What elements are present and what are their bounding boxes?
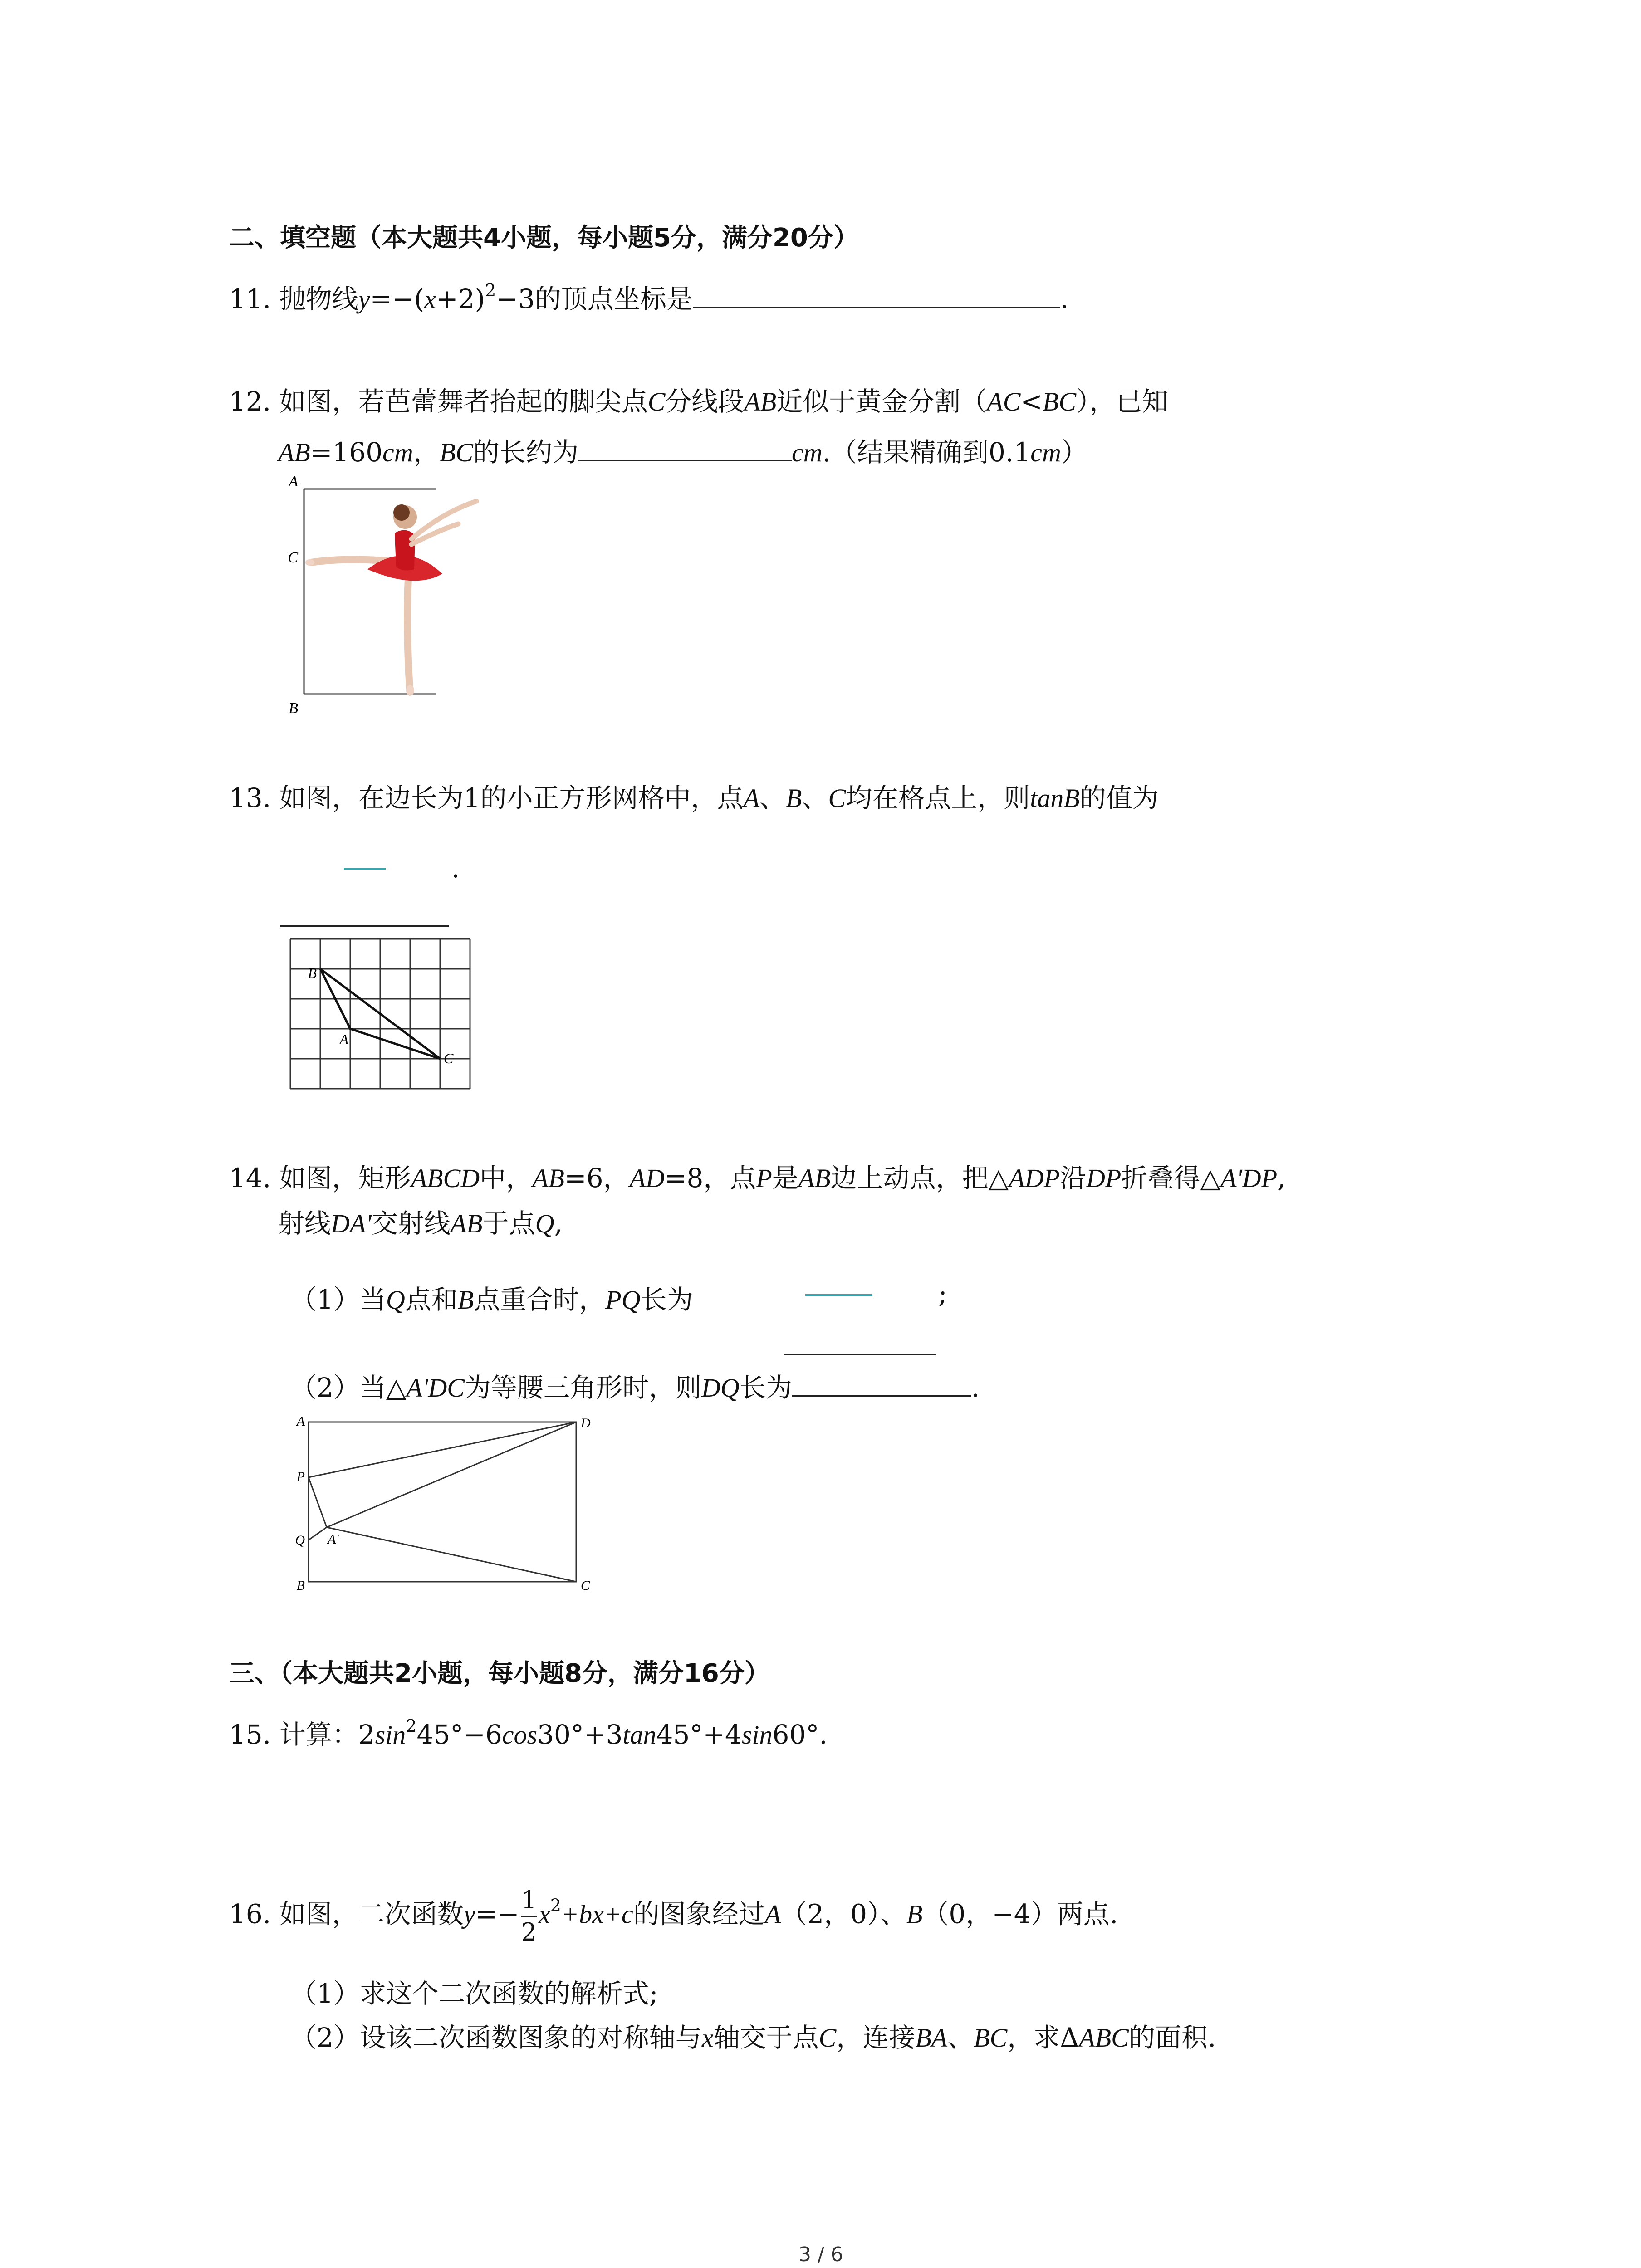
q14-part1-text: 点和 (405, 1284, 458, 1315)
q14-var-abcd: ABCD (411, 1163, 480, 1193)
q14-var-adp: ADP (1009, 1163, 1060, 1193)
q12-var-c: C (647, 387, 666, 416)
q13-text: 均在格点上，则 (846, 782, 1030, 813)
q11-eq3: −3 (496, 284, 535, 314)
q14-label-a-prime: A' (328, 1532, 339, 1547)
q14-label-b: B (296, 1578, 305, 1593)
q12-ballerina-figure (279, 476, 524, 721)
q14-text: 中， (480, 1163, 533, 1193)
q15-term: 60°. (772, 1719, 828, 1750)
q14-var-ab: AB (450, 1209, 483, 1238)
q14-text: 如图，矩形 (279, 1163, 411, 1193)
q11-text-end: 的顶点坐标是 (534, 284, 693, 314)
q13-text: 如图，在边长为1的小正方形网格中，点 (279, 782, 744, 813)
q16-text: （0，−4）两点. (922, 1898, 1118, 1930)
q14-text: 是 (772, 1163, 798, 1193)
q16-part2-text: （2）设该二次函数图象的对称轴与 (290, 2022, 702, 2053)
question-11 (229, 278, 1068, 316)
q15-func-cos: cos (502, 1720, 538, 1750)
q12-label-a: A (289, 476, 298, 490)
q16-var-c: C (818, 2023, 837, 2053)
q14-part1-answer-blank[interactable] (784, 1354, 936, 1355)
q13-label-a: A (339, 1031, 348, 1047)
q12-unit: cm (382, 438, 413, 467)
q14-text: =8，点 (664, 1163, 756, 1193)
q14-text: 沿 (1060, 1163, 1087, 1193)
q12-unit: cm (791, 438, 823, 467)
q13-label-c: C (444, 1050, 454, 1066)
q12-var-ac: AC (987, 387, 1021, 416)
q14-var-da-prime: DA' (331, 1209, 372, 1238)
q16-text: （2，0）、 (781, 1898, 906, 1930)
q14-var-pq: PQ (605, 1285, 641, 1315)
q12-answer-blank[interactable] (578, 459, 792, 461)
q16-part-2 (290, 2016, 1216, 2054)
q12-var-ab: AB (278, 438, 310, 467)
q12-text: 如图，若芭蕾舞者抬起的脚尖点 (279, 386, 648, 417)
q13-label-b: B (308, 965, 317, 981)
q13-answer-blank[interactable] (280, 925, 449, 927)
q16-point-b: B (906, 1899, 923, 1929)
q14-part-1 (290, 1278, 693, 1316)
q14-number: 14. (229, 1163, 271, 1193)
q14-part1-semicolon: ; (938, 1278, 947, 1309)
q13-var-b: B (786, 783, 802, 813)
q13-var-c: C (828, 783, 846, 813)
q15-func-tan: tan (622, 1720, 656, 1750)
q13-period: . (451, 853, 460, 884)
q14-text: 折叠得△ (1121, 1163, 1220, 1193)
q14-text: =6， (564, 1163, 630, 1193)
q12-text: 的长约为 (473, 437, 578, 468)
q14-var-q: Q (386, 1285, 405, 1315)
q12-var-ab: AB (744, 387, 777, 416)
q16-part2-text: 、 (947, 2022, 974, 2053)
q12-var-bc: BC (439, 438, 473, 467)
q15-term: 30°+3 (537, 1719, 623, 1750)
q12-text: 分线段 (665, 386, 745, 417)
q13-number: 13. (229, 782, 271, 813)
question-13 (229, 777, 1159, 815)
q14-rectangle-figure (286, 1408, 594, 1599)
q13-sep: 、 (802, 782, 828, 813)
q14-var-dq: DQ (701, 1373, 740, 1403)
q14-var-b: B (457, 1285, 474, 1315)
q14-var-a-prime-dc: A'DC (406, 1373, 465, 1403)
q12-text: ），已知 (1076, 386, 1169, 417)
q14-part2-period: . (971, 1372, 980, 1403)
q16-part2-text: 轴交于点 (713, 2022, 819, 2053)
q14-label-q: Q (295, 1533, 305, 1548)
q11-var-y: y (358, 284, 370, 314)
q11-text: 抛物线 (279, 284, 358, 314)
q14-label-d: D (581, 1416, 591, 1431)
q16-text: 如图，二次函数 (279, 1898, 464, 1930)
q16-var-abc: ABC (1079, 2023, 1129, 2053)
q14-part1-answer-mark (805, 1294, 872, 1296)
q16-var-bc: BC (974, 2023, 1008, 2053)
q14-part2-text: （2）当△ (290, 1372, 407, 1403)
q16-part2-text: 的面积. (1128, 2022, 1216, 2053)
q13-var-a: A (743, 783, 760, 813)
question-16 (229, 1885, 1118, 1948)
q15-term: 45°−6 (416, 1719, 502, 1750)
q16-exponent: 2 (550, 1895, 561, 1916)
q14-part1-text: 点重合时， (474, 1284, 606, 1315)
q16-var-x: x (539, 1899, 550, 1929)
q12-text: ， (413, 437, 440, 468)
q14-var-p: P (756, 1163, 772, 1193)
q16-eq: =− (475, 1898, 519, 1930)
q14-text: 交射线 (371, 1208, 451, 1239)
question-12-line-1 (229, 380, 1168, 418)
q14-var-a-prime-dp: A'DP (1220, 1163, 1278, 1193)
q14-part2-text: 长为 (739, 1372, 792, 1403)
q15-func-sin: sin (375, 1720, 406, 1750)
q13-answer-mark (344, 868, 386, 870)
q16-number: 16. (229, 1898, 271, 1930)
q15-func-sin: sin (741, 1720, 773, 1750)
page-number: 3 / 6 (798, 2243, 843, 2266)
q14-text: , (554, 1208, 563, 1239)
q13-func-tan: tan (1030, 783, 1064, 813)
q13-grid-figure (281, 930, 481, 1098)
q16-part2-text: ，求Δ (1007, 2022, 1079, 2053)
q12-text: 近似于黄金分割（ (776, 386, 987, 417)
q14-var-ab: AB (532, 1163, 565, 1193)
q16-point-a: A (764, 1899, 781, 1929)
q13-sep: 、 (759, 782, 786, 813)
q12-less-than: < (1020, 386, 1043, 417)
ballerina-icon (305, 501, 476, 696)
q14-var-q: Q (535, 1209, 554, 1238)
q12-var-bc: BC (1043, 387, 1077, 416)
q13-text-end: 的值为 (1079, 782, 1159, 813)
q16-part-1: （1）求这个二次函数的解析式; (290, 1978, 658, 2009)
q12-label-c: C (288, 549, 298, 566)
q11-eq2: +2) (436, 284, 485, 314)
section-3-title: 三、（本大题共2小题，每小题8分，满分16分） (229, 1659, 770, 1688)
q14-text: 射线 (278, 1208, 331, 1239)
question-15 (229, 1713, 828, 1751)
q11-var-x: x (424, 284, 436, 314)
q14-part1-text: （1）当 (290, 1284, 386, 1315)
q11-number: 11. (229, 284, 271, 314)
q14-label-c: C (581, 1578, 590, 1593)
fold-lines (309, 1422, 576, 1582)
question-12-line-2 (278, 431, 1087, 469)
q14-label-a: A (296, 1414, 305, 1429)
q16-fraction-numerator: 1 (521, 1885, 537, 1917)
q14-part-2 (290, 1366, 980, 1404)
q15-exponent: 2 (406, 1716, 417, 1736)
q13-var-b: B (1063, 783, 1080, 813)
q12-number: 12. (229, 386, 271, 417)
q11-answer-blank[interactable] (693, 306, 1060, 308)
q11-period: . (1060, 284, 1069, 314)
question-14-line-1 (229, 1157, 1286, 1195)
q16-var-y: y (463, 1899, 475, 1929)
q15-term: 45°+4 (656, 1719, 742, 1750)
q14-var-ad: AD (629, 1163, 665, 1193)
q16-fraction (521, 1885, 537, 1948)
q15-number: 15. (229, 1719, 271, 1750)
q15-text: 计算：2 (279, 1719, 375, 1750)
q12-text: .（结果精确到0.1 (822, 437, 1031, 468)
q14-text: , (1277, 1163, 1286, 1193)
q16-terms: +bx+c (561, 1899, 633, 1929)
q12-label-b: B (289, 700, 298, 717)
rectangle-abcd (309, 1422, 576, 1582)
q16-part2-text: ，连接 (836, 2022, 916, 2053)
q12-unit: cm (1030, 438, 1061, 467)
q11-exponent: 2 (485, 280, 496, 300)
q14-var-dp: DP (1086, 1163, 1122, 1193)
q14-label-p: P (296, 1469, 305, 1484)
q14-part2-answer-blank[interactable] (792, 1395, 971, 1397)
section-2-title: 二、填空题（本大题共4小题，每小题5分，满分20分） (229, 223, 859, 253)
q12-text: ） (1061, 437, 1087, 468)
q16-text: 的图象经过 (633, 1898, 765, 1930)
q16-var-x: x (701, 2023, 714, 2053)
q12-text: =160 (310, 437, 383, 468)
q16-fraction-denominator: 2 (521, 1918, 537, 1946)
q14-text: 于点 (482, 1208, 535, 1239)
question-14-line-2 (278, 1202, 563, 1240)
q16-var-ba: BA (915, 2023, 948, 2053)
q14-var-ab: AB (798, 1163, 831, 1193)
q14-part2-text: 为等腰三角形时，则 (464, 1372, 701, 1403)
q11-eq1: =−( (370, 284, 425, 314)
q14-text: 边上动点，把△ (830, 1163, 1009, 1193)
q14-part1-text: 长为 (640, 1284, 693, 1315)
